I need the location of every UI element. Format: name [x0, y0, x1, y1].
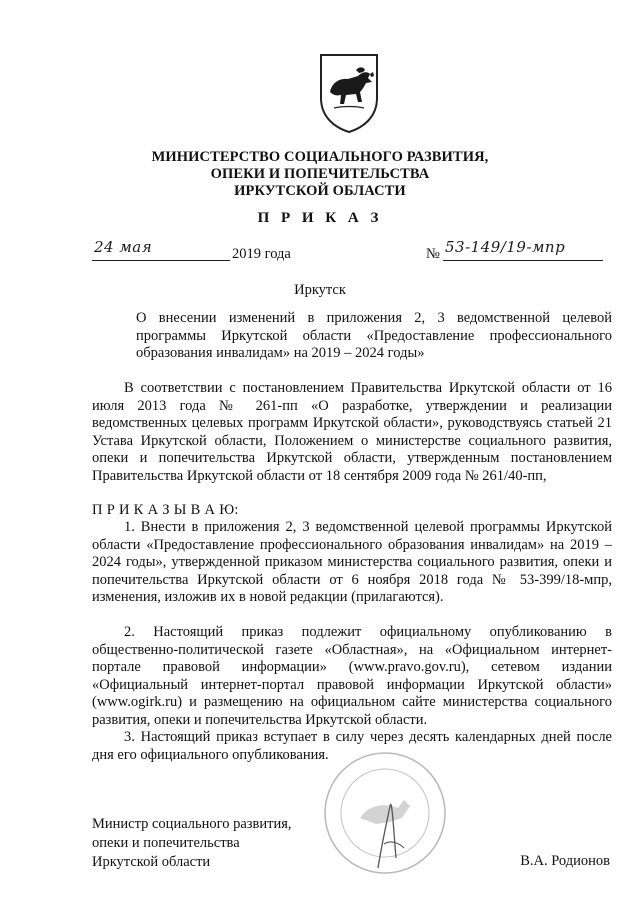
order-item-1: 1. Внести в приложения 2, 3 ведомственной целевой программы Иркутской области «Предоставление профессионального образования инвалидам» на 2019 – 2024 годы», утвержденной приказом министерства социального развития, опеки и попечительства Иркутской области от 6 ноября 2018 года № 53-399/18-мпр, изменения, изложив их в новой редакции (прилагаются).: [92, 519, 612, 605]
date-suffix: 2019 года: [232, 246, 291, 262]
order-word: П Р И К А З Ы В А Ю:: [92, 502, 239, 518]
signer-title-line1: Министр социального развития,: [92, 816, 292, 832]
number-underline: [443, 260, 603, 261]
ministry-name-line3: ИРКУТСКОЙ ОБЛАСТИ: [234, 183, 406, 199]
ministry-name-line1: МИНИСТЕРСТВО СОЦИАЛЬНОГО РАЗВИТИЯ,: [151, 149, 489, 165]
preamble: В соответствии с постановлением Правительства Иркутской области от 16 июля 2013 года № 261-пп «О разработке, утверждении и реализации ведомственных целевых программ Иркутской области», руководствуясь статьей 21 Устава Иркутской области, Положением о министерстве социального развития, опеки и попечительства Иркутской области, утвержденным постановлением Правительства Иркутской области от 18 сентября 2009 года № 261/40-пп,: [92, 380, 612, 484]
signer-title-line3: Иркутской области: [92, 854, 211, 870]
crest-icon: [318, 52, 380, 134]
order-item-3: 3. Настоящий приказ вступает в силу через десять календарных дней после дня его официального опубликования.: [92, 729, 612, 763]
number-prefix: №: [426, 246, 440, 262]
number-handwritten: 53-149/19-мпр: [445, 238, 566, 256]
document-title: П Р И К А З: [257, 210, 383, 226]
ministry-name-line2: ОПЕКИ И ПОПЕЧИТЕЛЬСТВА: [210, 166, 430, 182]
document-subject: О внесении изменений в приложения 2, 3 ведомственной целевой программы Иркутской области «Предоставление профессионального образования инвалидам» на 2019 – 2024 годы»: [136, 310, 612, 361]
city: Иркутск: [294, 282, 346, 298]
signer-title: [92, 815, 292, 872]
signer-title-line2: опеки и попечительства: [92, 835, 240, 851]
order-item-2: 2. Настоящий приказ подлежит официальному опубликованию в общественно-политической газете «Областная», на «Официальном интернет-портале правовой информации» (www.pravo.gov.ru), сетевом издании «Официальный интернет-портал правовой информации Иркутской области» (www.ogirk.ru) и размещению на официальном сайте министерства социального развития, опеки и попечительства Иркутской области.: [92, 624, 612, 728]
signer-name: В.А. Родионов: [520, 853, 610, 869]
date-handwritten: 24 мая: [94, 238, 153, 256]
official-seal-icon: [320, 748, 450, 878]
date-underline: [92, 260, 230, 261]
